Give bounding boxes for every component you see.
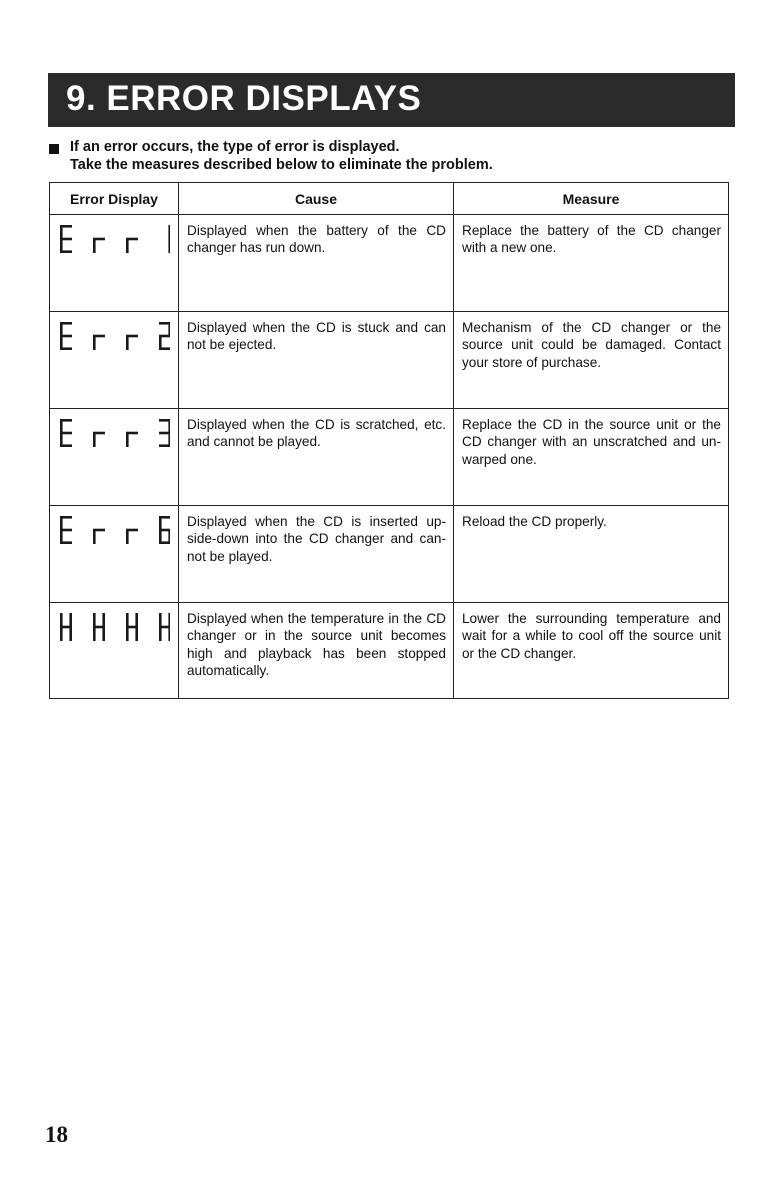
segment-char (126, 238, 138, 253)
seven-segment-display (58, 417, 170, 449)
intro-line-1: If an error occurs, the type of error is displayed. (70, 139, 400, 155)
page-number: 18 (45, 1122, 68, 1147)
cause-cell: Displayed when the battery of the CD changer has run down. (179, 215, 454, 312)
error-display-cell (50, 603, 179, 699)
header-cause: Cause (179, 183, 454, 215)
table-row (50, 215, 729, 312)
table-row (50, 312, 729, 409)
segment-char (126, 335, 138, 350)
intro-line-2: Take the measures described below to eliminate the problem. (70, 157, 493, 173)
table-row (50, 506, 729, 603)
header-measure: Measure (454, 183, 729, 215)
error-display-table (49, 182, 729, 699)
segment-char (60, 225, 72, 253)
segment-char (159, 516, 170, 544)
segment-char (60, 419, 72, 447)
measure-cell: Replace the CD in the source unit or the CD changer with an unscratched and un-warped one. (454, 409, 729, 506)
segment-char (159, 322, 170, 350)
segment-char (93, 529, 105, 544)
error-display-cell (50, 409, 179, 506)
bullet-square-icon (49, 144, 59, 154)
segment-char (93, 613, 105, 641)
measure-cell: Lower the surrounding temperature and wait for a while to cool off the source unit or the CD changer. (454, 603, 729, 699)
table-header-row (50, 183, 729, 215)
segment-char (126, 432, 138, 447)
table-row (50, 603, 729, 699)
segment-char (168, 225, 170, 253)
error-display-cell (50, 506, 179, 603)
segment-char (126, 529, 138, 544)
segment-char (93, 238, 105, 253)
seven-segment-display (58, 320, 170, 352)
seven-segment-display (58, 514, 170, 546)
measure-cell: Replace the battery of the CD changer with a new one. (454, 215, 729, 312)
header-error-display: Error Display (50, 183, 179, 215)
segment-char (93, 335, 105, 350)
seven-segment-display (58, 611, 170, 643)
segment-char (93, 432, 105, 447)
measure-cell: Reload the CD properly. (454, 506, 729, 603)
segment-char (159, 419, 170, 447)
segment-char (126, 613, 138, 641)
section-title: 9. ERROR DISPLAYS (66, 79, 422, 118)
measure-cell: Mechanism of the CD changer or the source unit could be damaged. Contact your store of purchase. (454, 312, 729, 409)
segment-char (60, 516, 72, 544)
section-banner (48, 73, 735, 127)
segment-char (60, 322, 72, 350)
cause-cell: Displayed when the CD is inserted up-side-down into the CD changer and can-not be played. (179, 506, 454, 603)
table-row (50, 409, 729, 506)
seven-segment-display (58, 223, 170, 255)
error-display-cell (50, 312, 179, 409)
cause-cell: Displayed when the temperature in the CD changer or in the source unit becomes high and playback has been stopped automatically. (179, 603, 454, 699)
error-display-cell (50, 215, 179, 312)
cause-cell: Displayed when the CD is scratched, etc. and cannot be played. (179, 409, 454, 506)
cause-cell: Displayed when the CD is stuck and can not be ejected. (179, 312, 454, 409)
segment-char (60, 613, 72, 641)
segment-char (159, 613, 170, 641)
